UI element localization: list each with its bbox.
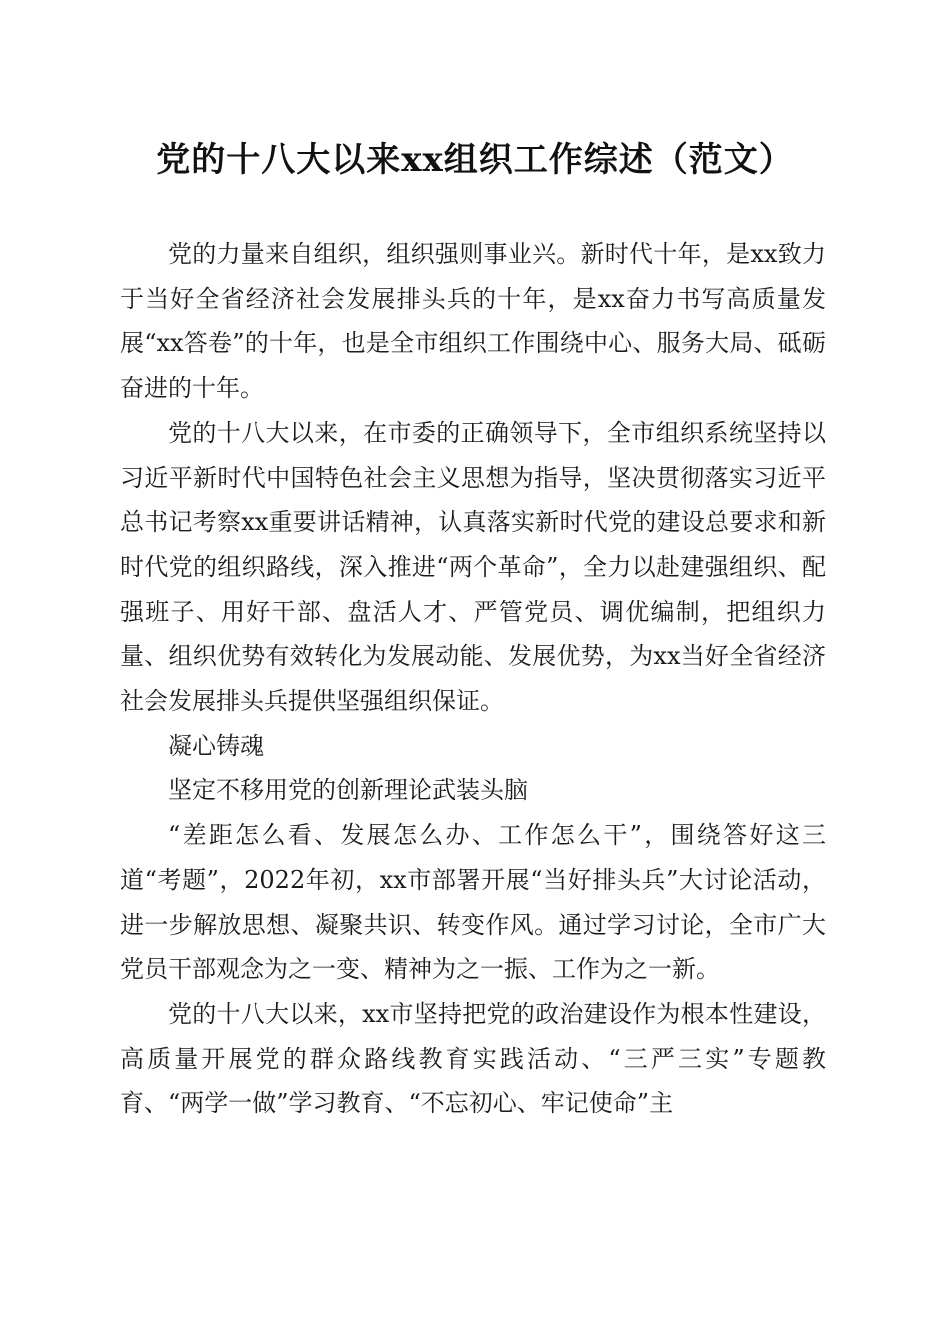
document-title: 党的十八大以来xx组织工作综述（范文） [156, 140, 794, 180]
section-heading: 凝心铸魂 [168, 731, 264, 760]
paragraph-intro: 党的力量来自组织，组织强则事业兴。新时代十年，是xx致力于当好全省经济社会发展排头兵的十年，是xx奋力书写高质量发展“xx答卷”的十年，也是全市组织工作围绕中心、服务大局、砥砺奋进的十年。 [120, 240, 826, 403]
paragraph-political-building: 党的十八大以来，xx市坚持把党的政治建设作为根本性建设，高质量开展党的群众路线教育实践活动、“三严三实”专题教育、“两学一做”学习教育、“不忘初心、牢记使命”主 [120, 999, 826, 1118]
paragraph-discussion: “差距怎么看、发展怎么办、工作怎么干”，围绕答好这三道“考题”，2022年初，xx市部署开展“当好排头兵”大讨论活动，进一步解放思想、凝聚共识、转变作风。通过学习讨论，全市广大党员干部观念为之一变、精神为之一振、工作为之一新。 [120, 821, 826, 984]
paragraph-overview: 党的十八大以来，在市委的正确领导下，全市组织系统坚持以习近平新时代中国特色社会主义思想为指导，坚决贯彻落实习近平总书记考察xx重要讲话精神，认真落实新时代党的建设总要求和新时代党的组织路线，深入推进“两个革命”，全力以赴建强组织、配强班子、用好干部、盘活人才、严管党员、调优编制，把组织力量、组织优势有效转化为发展动能、发展优势，为xx当好全省经济社会发展排头兵提供坚强组织保证。 [120, 418, 826, 716]
section-subheading: 坚定不移用党的创新理论武装头脑 [168, 776, 528, 805]
document-body [120, 232, 826, 1126]
